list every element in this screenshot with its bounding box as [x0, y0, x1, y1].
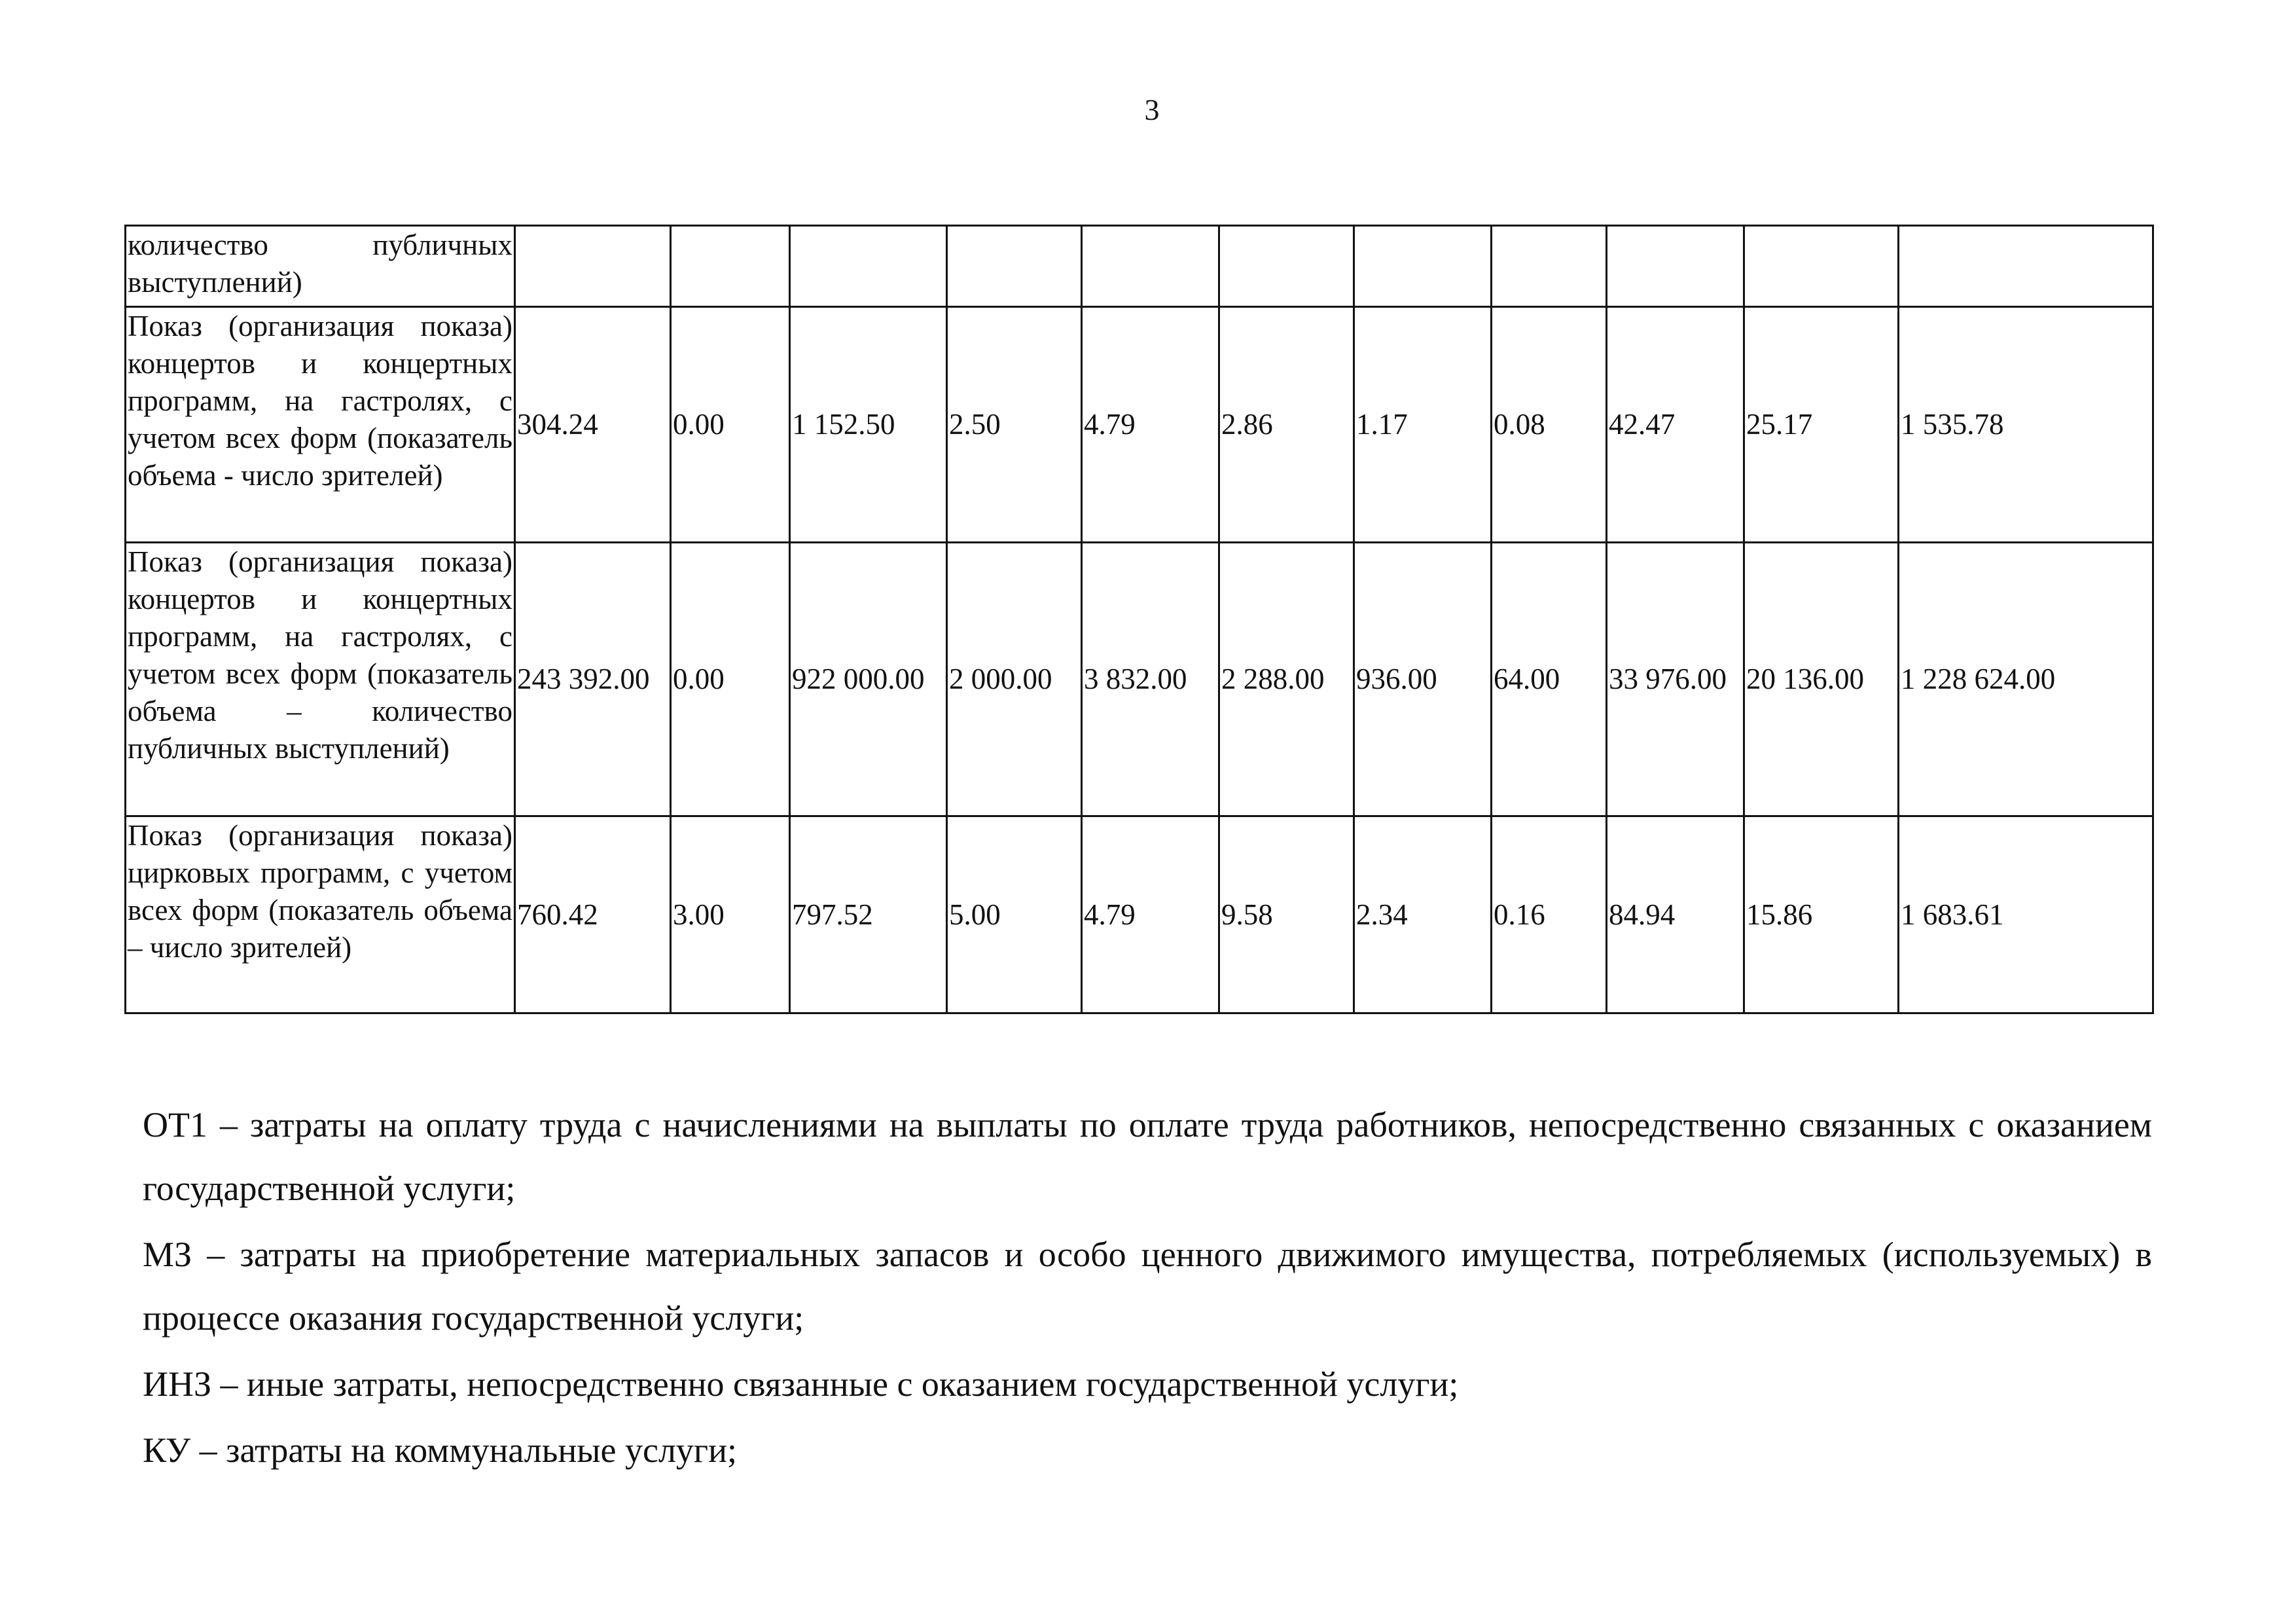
value-cell: 64.00: [1492, 543, 1607, 816]
service-name-cell: Показ (организация показа) цирковых программ, с учетом всех форм (показатель объема – число зрителей): [126, 816, 515, 1013]
service-name-cell: Показ (организация показа) концертов и концертных программ, на гастролях, с учетом всех форм (показатель объема - число зрителей): [126, 307, 515, 543]
table-row: [126, 543, 2153, 816]
value-cell: 2.34: [1354, 816, 1492, 1013]
service-name-cell: Показ (организация показа) концертов и концертных программ, на гастролях, с учетом всех форм (показатель объема – количество публичных выступлений): [126, 543, 515, 816]
value-cell: 243 392.00: [515, 543, 671, 816]
value-cell: 4.79: [1082, 816, 1219, 1013]
table-row: [126, 226, 2153, 307]
page-number: 3: [1144, 93, 1160, 126]
value-cell: [1354, 226, 1492, 307]
value-cell: 3.00: [671, 816, 790, 1013]
definition-ot1: ОТ1 – затраты на оплату труда с начислениями на выплаты по оплате труда работников, непосредственно связанных с оказанием государственной услуги;: [143, 1105, 2152, 1208]
value-cell: 2.50: [947, 307, 1082, 543]
value-cell: 42.47: [1607, 307, 1744, 543]
value-cell: 2 288.00: [1219, 543, 1354, 816]
definition-inz: ИНЗ – иные затраты, непосредственно связанные с оказанием государственной услуги;: [143, 1364, 1459, 1404]
value-cell: [790, 226, 947, 307]
value-cell: 0.00: [671, 307, 790, 543]
table-row: [126, 307, 2153, 543]
value-cell: 1 152.50: [790, 307, 947, 543]
value-cell: [1492, 226, 1607, 307]
table-row: [126, 816, 2153, 1013]
definitions-list: [143, 1093, 2152, 1485]
value-cell: 25.17: [1744, 307, 1899, 543]
value-cell: [947, 226, 1082, 307]
value-cell: 936.00: [1354, 543, 1492, 816]
value-cell: 922 000.00: [790, 543, 947, 816]
value-cell: 84.94: [1607, 816, 1744, 1013]
value-cell: 1.17: [1354, 307, 1492, 543]
value-cell: 4.79: [1082, 307, 1219, 543]
value-cell: [1744, 226, 1899, 307]
value-cell: 2 000.00: [947, 543, 1082, 816]
value-cell: 1 535.78: [1899, 307, 2153, 543]
value-cell: [1899, 226, 2153, 307]
value-cell: 304.24: [515, 307, 671, 543]
value-cell: 20 136.00: [1744, 543, 1899, 816]
cost-table: [124, 225, 2154, 1014]
definition-mz: МЗ – затраты на приобретение материальных запасов и особо ценного движимого имущества, потребляемых (используемых) в процессе оказания государственной услуги;: [143, 1235, 2152, 1338]
value-cell: 1 683.61: [1899, 816, 2153, 1013]
value-cell: 5.00: [947, 816, 1082, 1013]
value-cell: 15.86: [1744, 816, 1899, 1013]
value-cell: 797.52: [790, 816, 947, 1013]
value-cell: 9.58: [1219, 816, 1354, 1013]
value-cell: 760.42: [515, 816, 671, 1013]
value-cell: [1607, 226, 1744, 307]
value-cell: 3 832.00: [1082, 543, 1219, 816]
value-cell: 0.08: [1492, 307, 1607, 543]
value-cell: [671, 226, 790, 307]
value-cell: [1219, 226, 1354, 307]
value-cell: 2.86: [1219, 307, 1354, 543]
value-cell: 0.16: [1492, 816, 1607, 1013]
value-cell: [1082, 226, 1219, 307]
definition-ku: КУ – затраты на коммунальные услуги;: [143, 1431, 737, 1470]
service-name-cell: количество публичных выступлений): [126, 226, 515, 307]
value-cell: 33 976.00: [1607, 543, 1744, 816]
value-cell: 1 228 624.00: [1899, 543, 2153, 816]
value-cell: 0.00: [671, 543, 790, 816]
value-cell: [515, 226, 671, 307]
